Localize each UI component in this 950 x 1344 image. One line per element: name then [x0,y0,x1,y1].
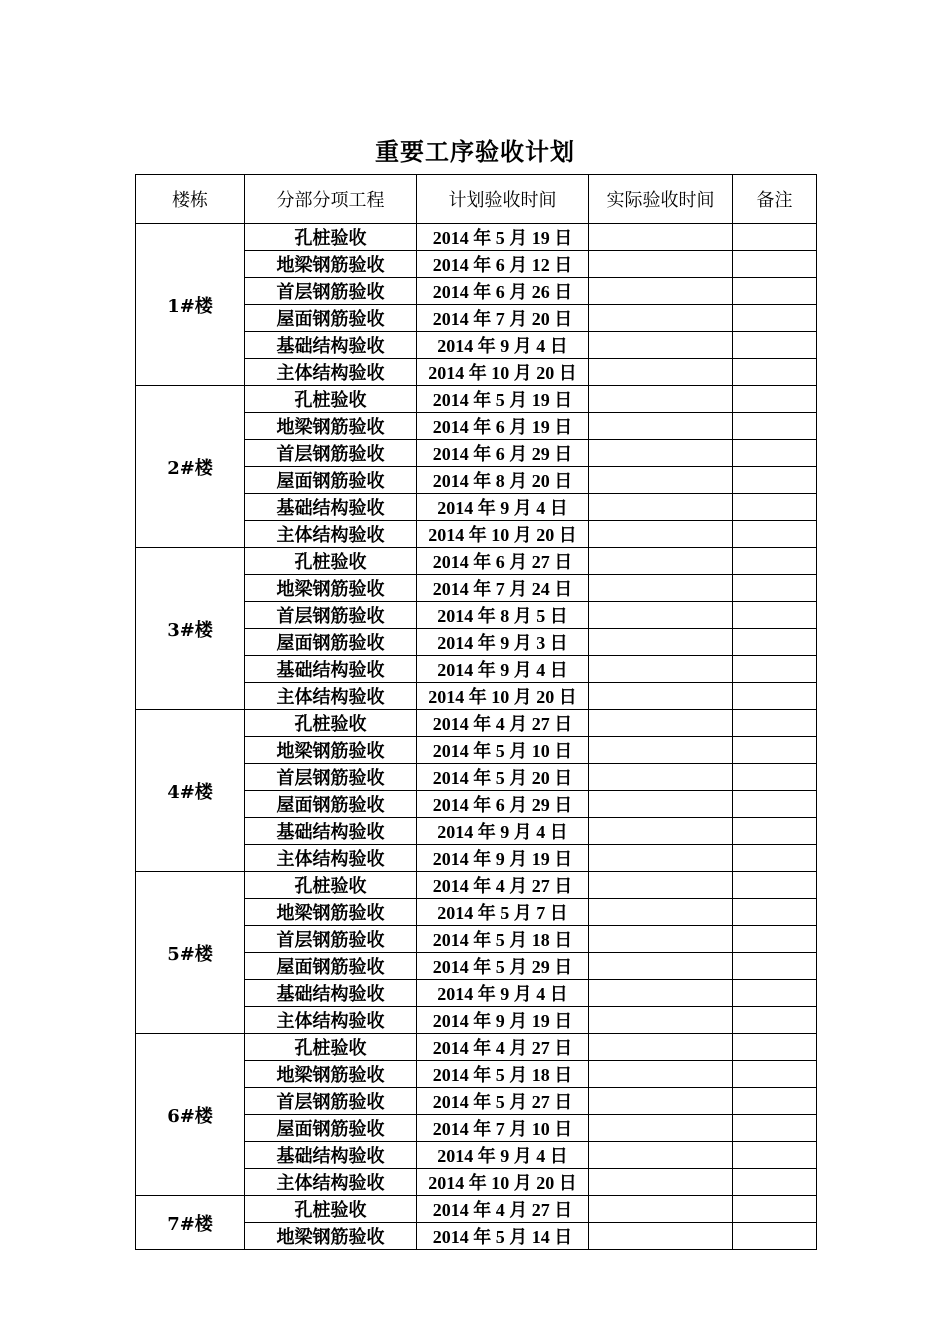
work-item-cell: 首层钢筋验收 [245,278,417,305]
planned-date-cell: 2014 年 5 月 20 日 [417,764,589,791]
remarks-cell [733,791,817,818]
work-item-cell: 首层钢筋验收 [245,1088,417,1115]
actual-date-cell [589,359,733,386]
remarks-cell [733,737,817,764]
actual-date-cell [589,440,733,467]
remarks-cell [733,1007,817,1034]
remarks-cell [733,575,817,602]
actual-date-cell [589,386,733,413]
table-row [136,548,817,575]
remarks-cell [733,845,817,872]
work-item-cell: 基础结构验收 [245,818,417,845]
planned-date-cell: 2014 年 10 月 20 日 [417,1169,589,1196]
remarks-cell [733,251,817,278]
table-row [136,1034,817,1061]
remarks-cell [733,305,817,332]
remarks-cell [733,332,817,359]
planned-date-cell: 2014 年 9 月 4 日 [417,494,589,521]
remarks-cell [733,1061,817,1088]
actual-date-cell [589,953,733,980]
planned-date-cell: 2014 年 6 月 29 日 [417,440,589,467]
work-item-cell: 地梁钢筋验收 [245,737,417,764]
work-item-cell: 孔桩验收 [245,548,417,575]
work-item-cell: 主体结构验收 [245,521,417,548]
planned-date-cell: 2014 年 5 月 18 日 [417,926,589,953]
building-cell: 6#楼 [136,1034,245,1196]
actual-date-cell [589,656,733,683]
remarks-cell [733,683,817,710]
work-item-cell: 屋面钢筋验收 [245,791,417,818]
header-actual-date: 实际验收时间 [589,175,733,224]
table-row [136,710,817,737]
remarks-cell [733,764,817,791]
table-row [136,386,817,413]
work-item-cell: 孔桩验收 [245,710,417,737]
planned-date-cell: 2014 年 9 月 4 日 [417,656,589,683]
actual-date-cell [589,629,733,656]
remarks-cell [733,602,817,629]
planned-date-cell: 2014 年 6 月 27 日 [417,548,589,575]
planned-date-cell: 2014 年 5 月 29 日 [417,953,589,980]
work-item-cell: 地梁钢筋验收 [245,251,417,278]
actual-date-cell [589,602,733,629]
planned-date-cell: 2014 年 6 月 29 日 [417,791,589,818]
building-cell: 1#楼 [136,224,245,386]
actual-date-cell [589,791,733,818]
remarks-cell [733,629,817,656]
planned-date-cell: 2014 年 9 月 4 日 [417,332,589,359]
work-item-cell: 孔桩验收 [245,224,417,251]
table-row [136,1196,817,1223]
planned-date-cell: 2014 年 6 月 19 日 [417,413,589,440]
planned-date-cell: 2014 年 8 月 5 日 [417,602,589,629]
building-cell: 4#楼 [136,710,245,872]
remarks-cell [733,548,817,575]
work-item-cell: 主体结构验收 [245,359,417,386]
planned-date-cell: 2014 年 7 月 10 日 [417,1115,589,1142]
planned-date-cell: 2014 年 9 月 4 日 [417,818,589,845]
planned-date-cell: 2014 年 4 月 27 日 [417,1034,589,1061]
remarks-cell [733,1169,817,1196]
planned-date-cell: 2014 年 9 月 19 日 [417,1007,589,1034]
remarks-cell [733,818,817,845]
planned-date-cell: 2014 年 5 月 19 日 [417,224,589,251]
remarks-cell [733,1196,817,1223]
remarks-cell [733,926,817,953]
work-item-cell: 屋面钢筋验收 [245,305,417,332]
remarks-cell [733,494,817,521]
planned-date-cell: 2014 年 6 月 12 日 [417,251,589,278]
remarks-cell [733,467,817,494]
work-item-cell: 屋面钢筋验收 [245,953,417,980]
actual-date-cell [589,1142,733,1169]
work-item-cell: 基础结构验收 [245,332,417,359]
actual-date-cell [589,494,733,521]
planned-date-cell: 2014 年 9 月 4 日 [417,980,589,1007]
actual-date-cell [589,548,733,575]
table-row [136,224,817,251]
remarks-cell [733,359,817,386]
work-item-cell: 孔桩验收 [245,386,417,413]
work-item-cell: 首层钢筋验收 [245,440,417,467]
planned-date-cell: 2014 年 5 月 18 日 [417,1061,589,1088]
remarks-cell [733,656,817,683]
remarks-cell [733,1142,817,1169]
actual-date-cell [589,926,733,953]
planned-date-cell: 2014 年 9 月 19 日 [417,845,589,872]
building-cell: 5#楼 [136,872,245,1034]
work-item-cell: 孔桩验收 [245,1196,417,1223]
actual-date-cell [589,1088,733,1115]
work-item-cell: 地梁钢筋验收 [245,413,417,440]
remarks-cell [733,953,817,980]
actual-date-cell [589,278,733,305]
planned-date-cell: 2014 年 7 月 24 日 [417,575,589,602]
table-header-row [136,175,817,224]
remarks-cell [733,1223,817,1250]
page-title: 重要工序验收计划 [375,137,575,166]
work-item-cell: 基础结构验收 [245,656,417,683]
planned-date-cell: 2014 年 4 月 27 日 [417,1196,589,1223]
building-cell: 2#楼 [136,386,245,548]
work-item-cell: 屋面钢筋验收 [245,467,417,494]
actual-date-cell [589,980,733,1007]
planned-date-cell: 2014 年 10 月 20 日 [417,683,589,710]
remarks-cell [733,386,817,413]
planned-date-cell: 2014 年 5 月 10 日 [417,737,589,764]
actual-date-cell [589,332,733,359]
actual-date-cell [589,1007,733,1034]
actual-date-cell [589,1169,733,1196]
actual-date-cell [589,1223,733,1250]
work-item-cell: 主体结构验收 [245,845,417,872]
remarks-cell [733,1115,817,1142]
remarks-cell [733,1034,817,1061]
actual-date-cell [589,764,733,791]
remarks-cell [733,899,817,926]
work-item-cell: 孔桩验收 [245,1034,417,1061]
actual-date-cell [589,575,733,602]
planned-date-cell: 2014 年 4 月 27 日 [417,710,589,737]
actual-date-cell [589,872,733,899]
planned-date-cell: 2014 年 5 月 14 日 [417,1223,589,1250]
work-item-cell: 屋面钢筋验收 [245,629,417,656]
work-item-cell: 孔桩验收 [245,872,417,899]
planned-date-cell: 2014 年 5 月 19 日 [417,386,589,413]
work-item-cell: 基础结构验收 [245,494,417,521]
work-item-cell: 首层钢筋验收 [245,926,417,953]
work-item-cell: 首层钢筋验收 [245,602,417,629]
remarks-cell [733,413,817,440]
work-item-cell: 首层钢筋验收 [245,764,417,791]
remarks-cell [733,440,817,467]
actual-date-cell [589,251,733,278]
planned-date-cell: 2014 年 4 月 27 日 [417,872,589,899]
building-cell: 3#楼 [136,548,245,710]
actual-date-cell [589,1034,733,1061]
header-planned-date: 计划验收时间 [417,175,589,224]
actual-date-cell [589,1196,733,1223]
building-cell: 7#楼 [136,1196,245,1250]
remarks-cell [733,710,817,737]
remarks-cell [733,980,817,1007]
planned-date-cell: 2014 年 9 月 4 日 [417,1142,589,1169]
planned-date-cell: 2014 年 5 月 27 日 [417,1088,589,1115]
planned-date-cell: 2014 年 8 月 20 日 [417,467,589,494]
work-item-cell: 地梁钢筋验收 [245,575,417,602]
remarks-cell [733,224,817,251]
work-item-cell: 主体结构验收 [245,1169,417,1196]
work-item-cell: 屋面钢筋验收 [245,1115,417,1142]
actual-date-cell [589,467,733,494]
header-building: 楼栋 [136,175,245,224]
actual-date-cell [589,305,733,332]
actual-date-cell [589,845,733,872]
planned-date-cell: 2014 年 5 月 7 日 [417,899,589,926]
actual-date-cell [589,521,733,548]
work-item-cell: 基础结构验收 [245,1142,417,1169]
actual-date-cell [589,710,733,737]
work-item-cell: 地梁钢筋验收 [245,1061,417,1088]
actual-date-cell [589,1061,733,1088]
planned-date-cell: 2014 年 10 月 20 日 [417,521,589,548]
actual-date-cell [589,818,733,845]
remarks-cell [733,872,817,899]
work-item-cell: 基础结构验收 [245,980,417,1007]
actual-date-cell [589,224,733,251]
table-body [136,224,817,1250]
planned-date-cell: 2014 年 10 月 20 日 [417,359,589,386]
work-item-cell: 主体结构验收 [245,1007,417,1034]
remarks-cell [733,521,817,548]
planned-date-cell: 2014 年 7 月 20 日 [417,305,589,332]
work-item-cell: 地梁钢筋验收 [245,1223,417,1250]
actual-date-cell [589,413,733,440]
planned-date-cell: 2014 年 6 月 26 日 [417,278,589,305]
remarks-cell [733,278,817,305]
work-item-cell: 地梁钢筋验收 [245,899,417,926]
actual-date-cell [589,899,733,926]
actual-date-cell [589,737,733,764]
acceptance-plan-table [135,174,817,1250]
header-remarks: 备注 [733,175,817,224]
actual-date-cell [589,683,733,710]
work-item-cell: 主体结构验收 [245,683,417,710]
header-work-item: 分部分项工程 [245,175,417,224]
table-row [136,872,817,899]
remarks-cell [733,1088,817,1115]
planned-date-cell: 2014 年 9 月 3 日 [417,629,589,656]
actual-date-cell [589,1115,733,1142]
